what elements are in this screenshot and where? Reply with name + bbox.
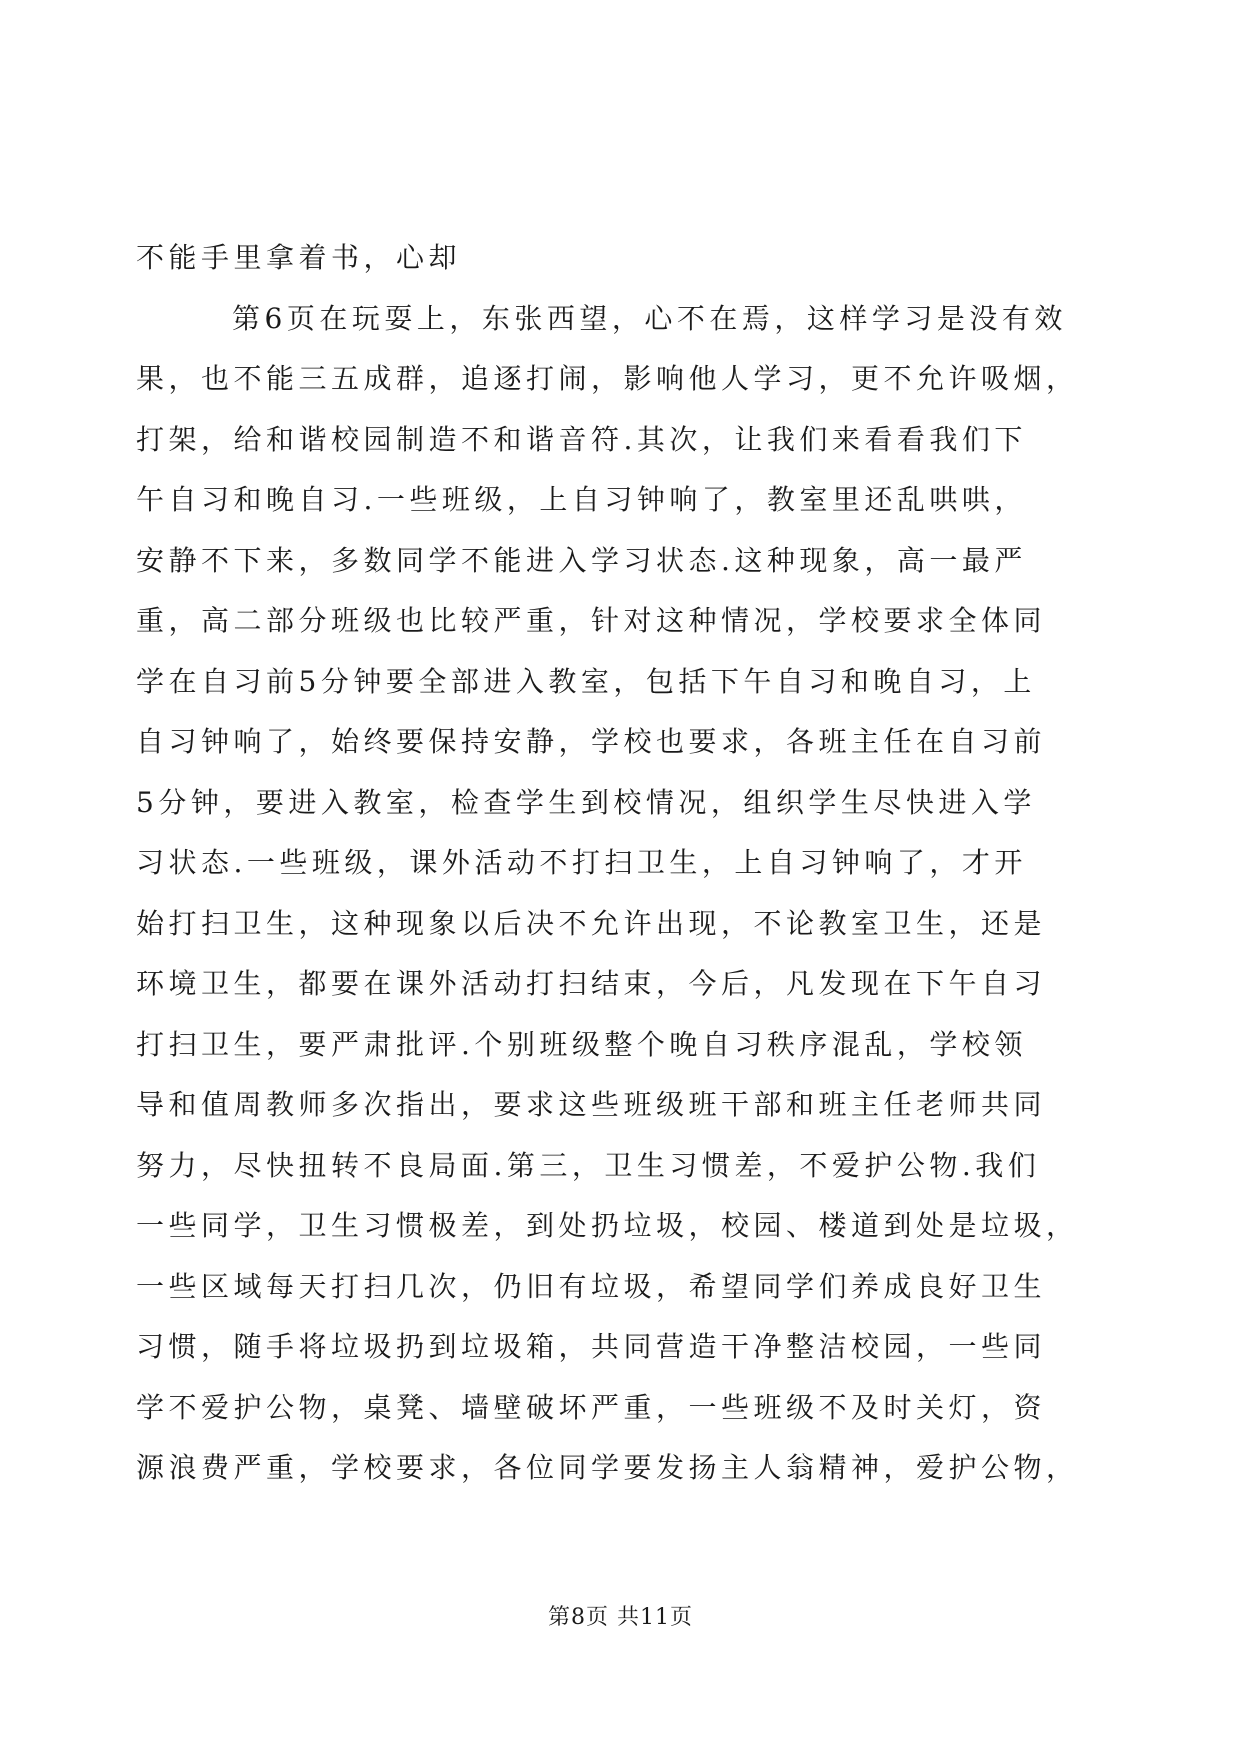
text-line-13: 环境卫生，都要在课外活动打扫结束，今后，凡发现在下午自习 <box>136 967 1047 1000</box>
text-line-16: 努力，尽快扭转不良局面.第三，卫生习惯差，不爱护公物.我们 <box>136 1148 1041 1182</box>
text-line-21: 源浪费严重，学校要求，各位同学要发扬主人翁精神，爱护公物， <box>136 1451 1079 1484</box>
text-line-1: 不能手里拿着书，心却 <box>136 241 462 274</box>
text-line-5: 午自习和晚自习.一些班级，上自习钟响了，教室里还乱哄哄， <box>136 483 1027 516</box>
text-line-12: 始打扫卫生，这种现象以后决不允许出现，不论教室卫生，还是 <box>136 906 1047 940</box>
text-line-11: 习状态.一些班级，课外活动不打扫卫生，上自习钟响了，才开 <box>136 846 1027 879</box>
text-line-2: 第6页在玩耍上，东张西望，心不在焉，这样学习是没有效 <box>232 301 1067 335</box>
text-line-18: 一些区域每天打扫几次，仍旧有垃圾，希望同学们养成良好卫生 <box>136 1269 1047 1303</box>
text-line-20: 学不爱护公物，桌凳、墙壁破坏严重，一些班级不及时关灯，资 <box>136 1390 1047 1424</box>
text-line-9: 自习钟响了，始终要保持安静，学校也要求，各班主任在自习前 <box>136 725 1047 758</box>
text-line-14: 打扫卫生，要严肃批评.个别班级整个晚自习秩序混乱，学校领 <box>136 1027 1027 1061</box>
text-line-15: 导和值周教师多次指出，要求这些班级班干部和班主任老师共同 <box>136 1088 1047 1121</box>
text-line-19: 习惯，随手将垃圾扔到垃圾箱，共同营造干净整洁校园，一些同 <box>136 1330 1047 1363</box>
body-text <box>136 228 1086 1499</box>
text-line-8: 学在自习前5分钟要全部进入教室，包括下午自习和晚自习，上 <box>136 664 1036 698</box>
text-line-4: 打架，给和谐校园制造不和谐音符.其次，让我们来看看我们下 <box>136 422 1027 456</box>
text-line-7: 重，高二部分班级也比较严重，针对这种情况，学校要求全体同 <box>136 604 1047 637</box>
text-line-6: 安静不下来，多数同学不能进入学习状态.这种现象，高一最严 <box>136 543 1027 577</box>
page-number-label: 第8页 共11页 <box>548 1605 693 1630</box>
text-line-17: 一些同学，卫生习惯极差，到处扔垃圾，校园、楼道到处是垃圾， <box>136 1209 1079 1242</box>
text-line-10: 5分钟，要进入教室，检查学生到校情况，组织学生尽快进入学 <box>136 785 1036 819</box>
page-footer <box>0 1600 1241 1631</box>
text-line-3: 果，也不能三五成群，追逐打闹，影响他人学习，更不允许吸烟， <box>136 362 1079 395</box>
